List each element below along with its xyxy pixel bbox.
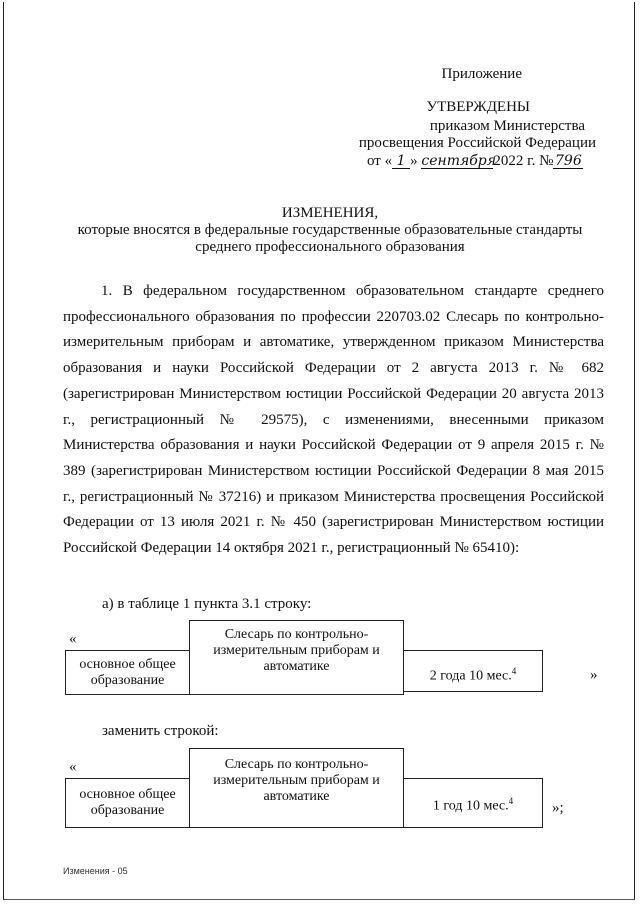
new-duration-cell bbox=[403, 778, 543, 828]
date-prefix: от « bbox=[367, 153, 393, 169]
order-number: 796 bbox=[555, 153, 582, 169]
paragraph-1 bbox=[63, 279, 604, 562]
new-duration: 1 год 10 мес. bbox=[432, 798, 509, 814]
new-qualification: Слесарь по контрольно-измерительным приборам и автоматике bbox=[213, 757, 380, 804]
replace-with-label: заменить строкой: bbox=[102, 723, 219, 739]
new-education-cell bbox=[65, 778, 190, 828]
old-education-cell bbox=[65, 650, 190, 695]
doc-subtitle-line-1: которые вносятся в федеральные государственные образовательные стандарты bbox=[77, 222, 583, 238]
old-qualification-cell bbox=[189, 620, 404, 695]
order-date bbox=[367, 153, 583, 170]
new-footnote: 4 bbox=[508, 796, 514, 806]
new-close-quote: »; bbox=[552, 800, 564, 816]
order-line-2: просвещения Российской Федерации bbox=[358, 135, 596, 151]
appendix-label: Приложение bbox=[441, 66, 522, 82]
new-education: основное общее образование bbox=[79, 787, 176, 818]
old-duration: 2 года 10 мес. bbox=[429, 668, 512, 684]
old-close-quote: » bbox=[590, 667, 598, 683]
old-footnote: 4 bbox=[511, 666, 517, 676]
subitem-a: а) в таблице 1 пункта 3.1 строку: bbox=[102, 596, 312, 612]
old-open-quote: « bbox=[69, 631, 77, 647]
paragraph-number: 1. bbox=[101, 283, 113, 299]
date-month: сентября bbox=[421, 153, 497, 169]
date-day: 1 bbox=[392, 154, 410, 169]
doc-title: ИЗМЕНЕНИЯ, bbox=[281, 205, 379, 221]
old-qualification: Слесарь по контрольно-измерительным приборам и автоматике bbox=[213, 627, 380, 674]
date-year: 2022 г. № bbox=[493, 153, 554, 169]
approved-label: УТВЕРЖДЕНЫ bbox=[426, 99, 530, 115]
date-mid: » bbox=[410, 153, 418, 169]
order-line-1: приказом Министерства bbox=[429, 118, 585, 134]
old-duration-cell bbox=[403, 650, 543, 692]
old-education: основное общее образование bbox=[79, 657, 176, 688]
new-qualification-cell bbox=[189, 748, 404, 828]
footer-label: Изменения - 05 bbox=[63, 866, 128, 876]
new-open-quote: « bbox=[69, 759, 77, 775]
paragraph-text: В федеральном государственном образовательном стандарте среднего профессионального образования по профессии 220703.02 Слесарь по контрольно-измерительным приборам и автоматике, утвержденном приказом Министерства образования и науки Российской Федерации от 2 августа 2013 г. № 682 (зарегистрирован Министерством юстиции Российской Федерации 20 августа 2013 г., регистрационный № 29575), с изменениями, внесенными приказом Министерства образования и науки Российской Федерации от 9 апреля 2015 г. № 389 (зарегистрирован Министерством юстиции Российской Федерации 8 мая 2015 г., регистрационный № 37216) и приказом Министерства просвещения Российской Федерации от 13 июля 2021 г. № 450 (зарегистрирован Министерством юстиции Российской Федерации 14 октября 2021 г., регистрационный № 65410): bbox=[63, 283, 605, 557]
doc-subtitle-line-2: среднего профессионального образования bbox=[195, 239, 465, 255]
